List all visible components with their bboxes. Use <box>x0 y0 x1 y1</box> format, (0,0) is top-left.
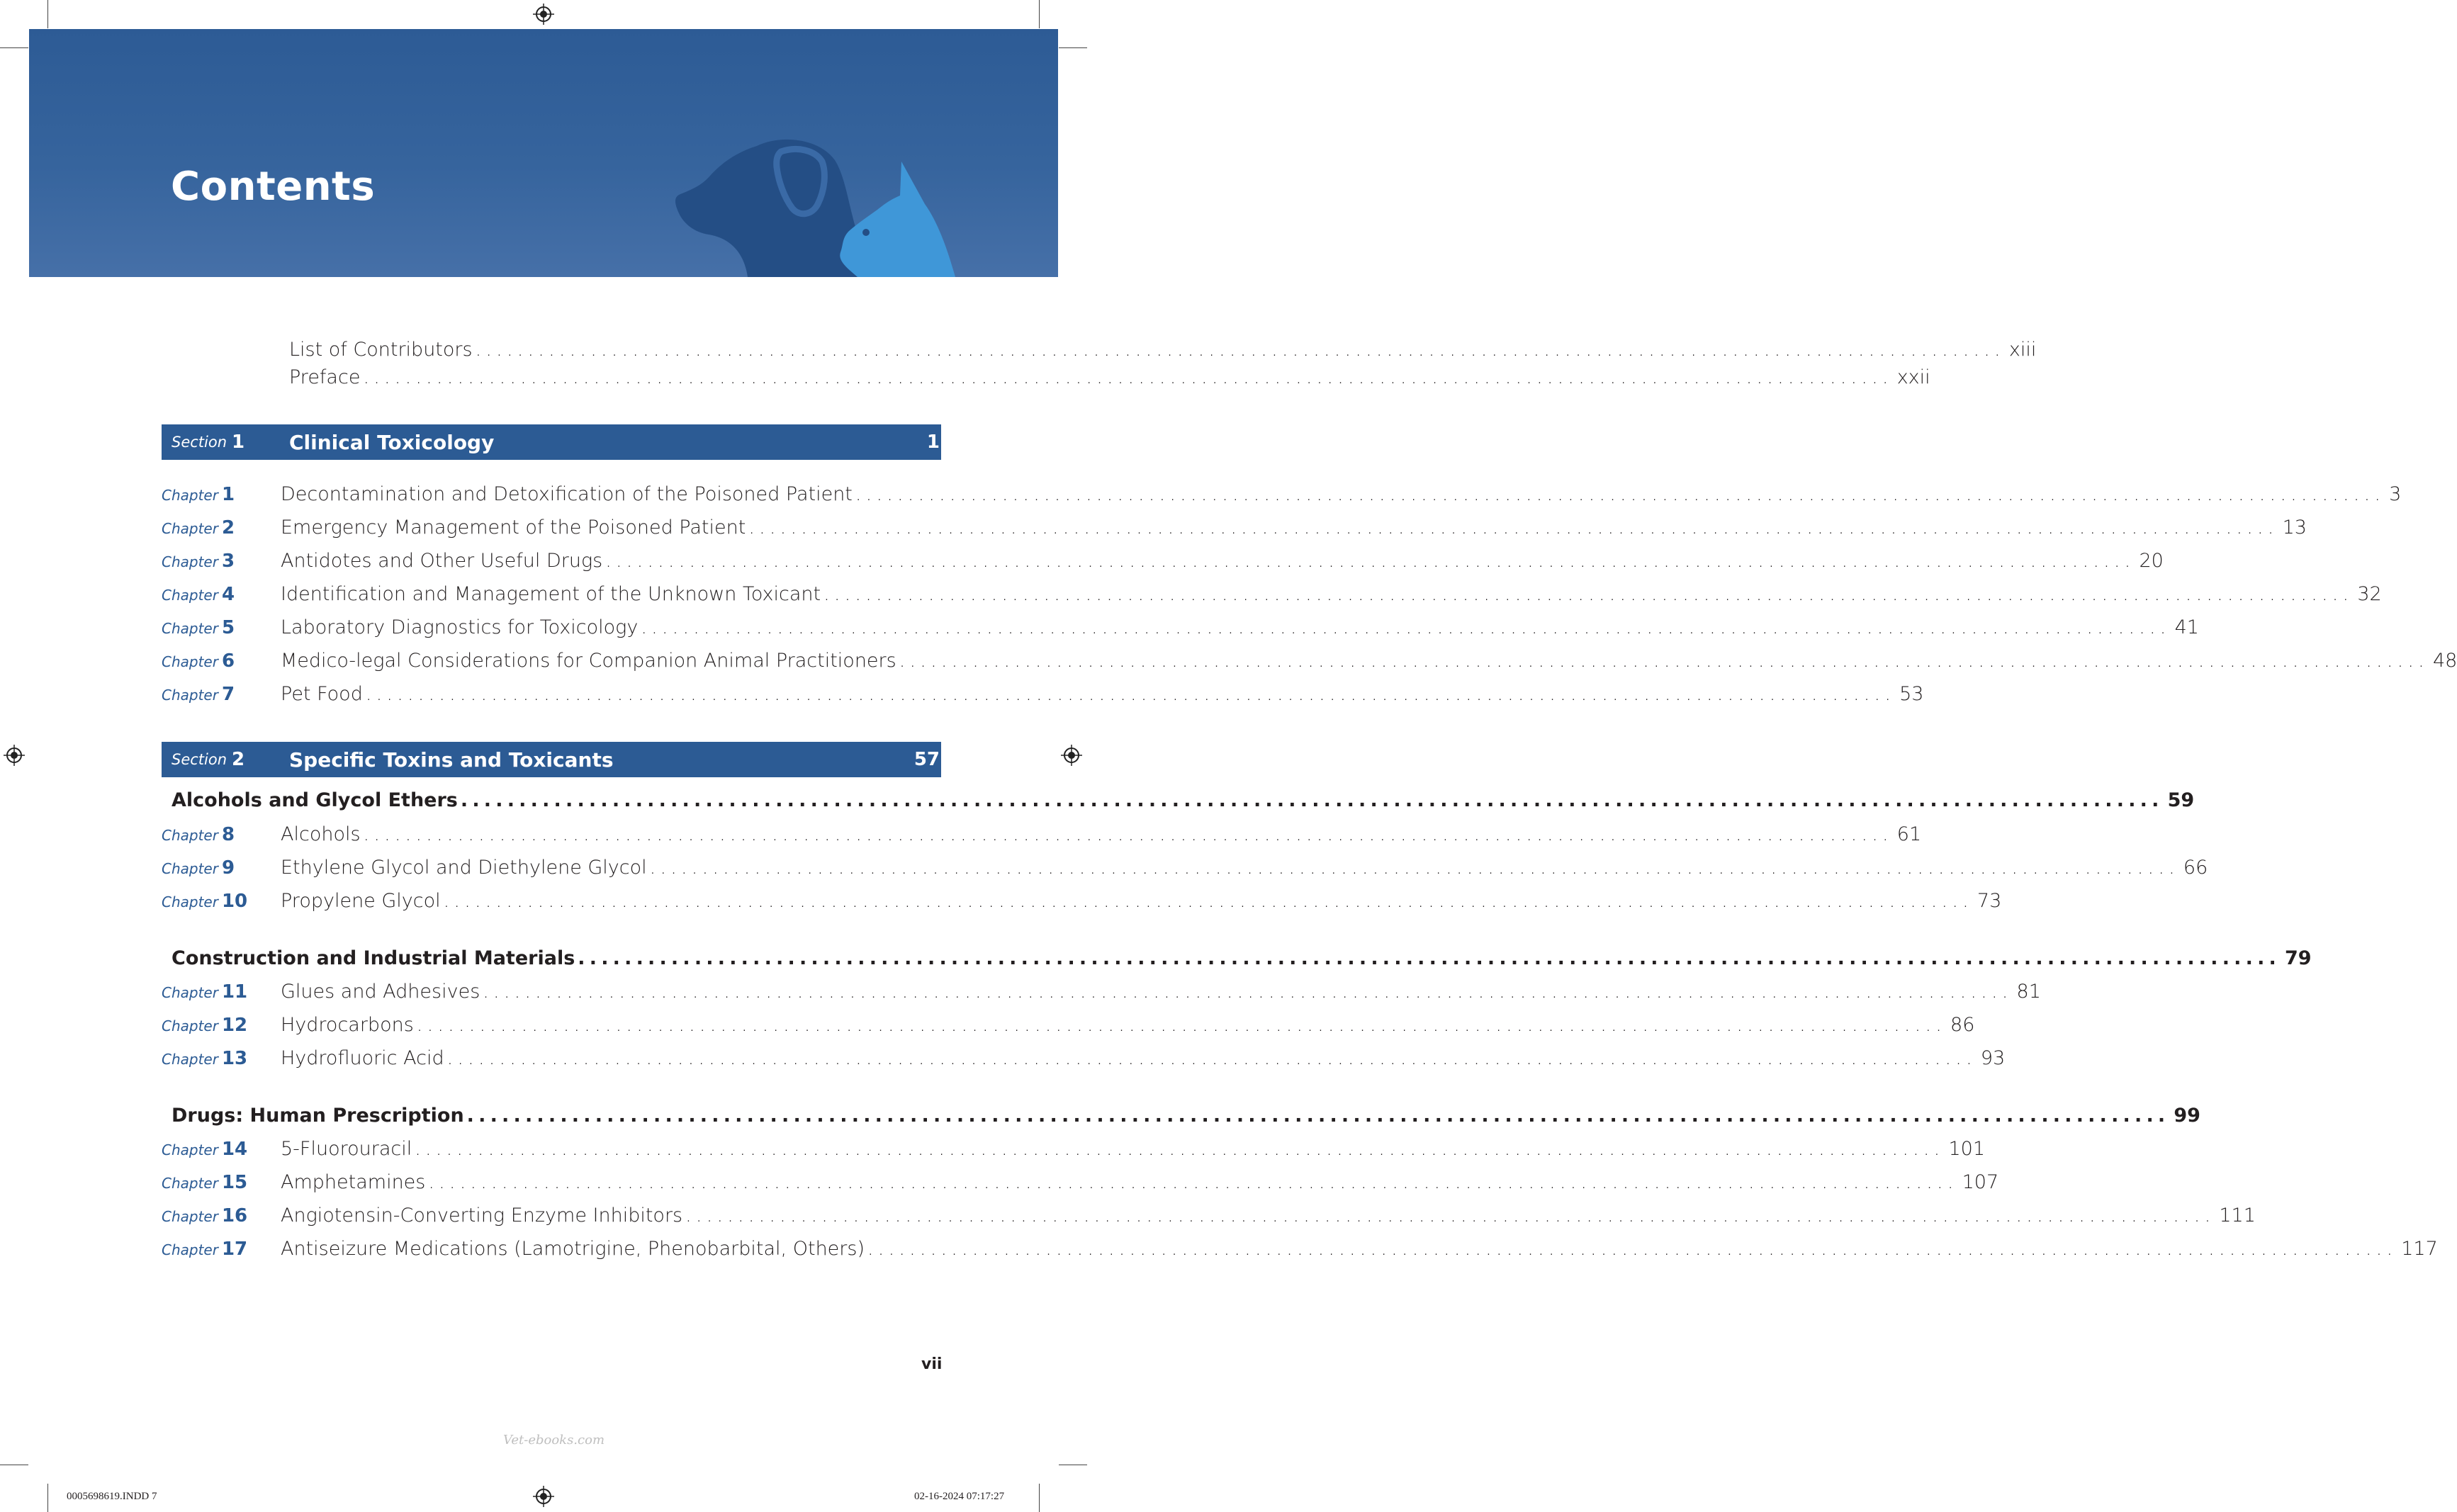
toc-chapter-row[interactable]: Chapter 8 Alcohols .................................................................................................................................................. 61 <box>162 823 1922 845</box>
entry-title: Medico-legal Considerations for Companion Animal Practitioners <box>281 650 896 672</box>
toc-chapter-row[interactable]: Chapter 12 Hydrocarbons .................................................................................................................................................. 86 <box>162 1014 1975 1036</box>
entry-page: 93 <box>1980 1047 2006 1069</box>
entry-page: 61 <box>1896 823 1922 845</box>
toc-entry-preface[interactable]: Preface .................................................................................................................................................. xxii <box>289 366 1930 388</box>
entry-page: 79 <box>2284 947 2312 969</box>
toc-chapter-row[interactable]: Chapter 13 Hydrofluoric Acid .................................................................................................................................................. 93 <box>162 1047 2006 1069</box>
entry-page: 59 <box>2167 789 2195 811</box>
toc-chapter-row[interactable]: Chapter 14 5-Fluorouracil .................................................................................................................................................. 101 <box>162 1138 1986 1160</box>
slug-file-info: 0005698619.INDD 7 <box>67 1491 157 1502</box>
toc-chapter-row[interactable]: Chapter 5 Laboratory Diagnostics for Toxicology .................................................................................................................................................. 41 <box>162 616 2199 638</box>
entry-title: Alcohols <box>281 823 361 845</box>
registration-mark-icon <box>533 1486 554 1507</box>
entry-title: Drugs: Human Prescription <box>172 1105 464 1127</box>
entry-page: 13 <box>2282 517 2307 538</box>
entry-title: Pet Food <box>281 683 363 705</box>
crop-mark <box>1039 0 1040 28</box>
toc-chapter-row[interactable]: Chapter 2 Emergency Management of the Poisoned Patient .................................................................................................................................................. 13 <box>162 517 2307 538</box>
section-title: Clinical Toxicology <box>289 430 495 454</box>
entry-title: Preface <box>289 366 361 388</box>
crop-mark <box>1039 1484 1040 1512</box>
toc-chapter-row[interactable]: Chapter 9 Ethylene Glycol and Diethylene Glycol .................................................................................................................................................. 66 <box>162 857 2208 879</box>
entry-page: 111 <box>2219 1204 2256 1226</box>
toc-chapter-row[interactable]: Chapter 17 Antiseizure Medications (Lamotrigine, Phenobarbital, Others) .................................................................................................................................................. 117 <box>162 1238 2438 1260</box>
crop-mark <box>47 1484 48 1512</box>
section-2-header[interactable]: Section 2 Specific Toxins and Toxicants 57 <box>162 742 941 777</box>
crop-mark <box>1059 47 1087 48</box>
entry-title: Hydrofluoric Acid <box>281 1047 444 1069</box>
toc-chapter-row[interactable]: Chapter 15 Amphetamines .................................................................................................................................................. 107 <box>162 1171 1999 1193</box>
entry-title: Hydrocarbons <box>281 1014 414 1036</box>
entry-title: Amphetamines <box>281 1171 426 1193</box>
watermark: Vet-ebooks.com <box>503 1433 605 1448</box>
toc-chapter-row[interactable]: Chapter 11 Glues and Adhesives .................................................................................................................................................. 81 <box>162 981 2041 1003</box>
registration-mark-icon <box>4 745 25 766</box>
entry-page: 99 <box>2174 1105 2200 1127</box>
entry-page: 107 <box>1962 1171 1999 1193</box>
toc-chapter-row[interactable]: Chapter 16 Angiotensin-Converting Enzyme Inhibitors .................................................................................................................................................. 111 <box>162 1204 2256 1226</box>
entry-title: 5-Fluorouracil <box>281 1138 412 1160</box>
entry-page: 117 <box>2401 1238 2438 1260</box>
entry-title: Glues and Adhesives <box>281 981 480 1003</box>
entry-title: Laboratory Diagnostics for Toxicology <box>281 616 639 638</box>
section-1-header[interactable]: Section 1 Clinical Toxicology 1 <box>162 424 941 460</box>
registration-mark-icon <box>533 4 554 25</box>
dog-and-cat-silhouette-icon <box>673 139 971 277</box>
toc-group-heading[interactable]: Drugs: Human Prescription .................................................................................................................................................. 99 <box>172 1105 2200 1127</box>
entry-page: 73 <box>1977 890 2002 912</box>
entry-page: 81 <box>2016 981 2041 1003</box>
entry-page: 41 <box>2174 616 2199 638</box>
entry-title: Identification and Management of the Unknown Toxicant <box>281 583 821 605</box>
crop-mark <box>0 47 28 48</box>
page-number: vii <box>921 1355 943 1373</box>
entry-title: Angiotensin-Converting Enzyme Inhibitors <box>281 1204 683 1226</box>
entry-title: Emergency Management of the Poisoned Patient <box>281 517 746 538</box>
crop-mark <box>47 0 48 28</box>
toc-chapter-row[interactable]: Chapter 10 Propylene Glycol .................................................................................................................................................. 73 <box>162 890 2002 912</box>
entry-page: xiii <box>2008 339 2037 361</box>
toc-group-heading[interactable]: Construction and Industrial Materials .................................................................................................................................................. 79 <box>172 947 2312 969</box>
entry-title: Construction and Industrial Materials <box>172 947 575 969</box>
entry-title: List of Contributors <box>289 339 473 361</box>
entry-page: 48 <box>2432 650 2457 672</box>
section-page: 1 <box>926 431 940 453</box>
header-banner <box>29 29 1058 277</box>
entry-title: Decontamination and Detoxification of the Poisoned Patient <box>281 483 853 505</box>
entry-title: Ethylene Glycol and Diethylene Glycol <box>281 857 647 879</box>
page-title: Contents <box>171 164 376 210</box>
entry-page: 101 <box>1948 1138 1986 1160</box>
toc-chapter-row[interactable]: Chapter 4 Identification and Management of the Unknown Toxicant .................................................................................................................................................. 32 <box>162 583 2382 605</box>
section-page: 57 <box>913 749 940 770</box>
entry-page: 20 <box>2139 550 2164 572</box>
toc-group-heading[interactable]: Alcohols and Glycol Ethers .................................................................................................................................................. 59 <box>172 789 2195 811</box>
entry-page: 53 <box>1899 683 1924 705</box>
entry-title: Alcohols and Glycol Ethers <box>172 789 458 811</box>
toc-chapter-row[interactable]: Chapter 1 Decontamination and Detoxification of the Poisoned Patient .................................................................................................................................................. 3 <box>162 483 2402 505</box>
entry-page: xxii <box>1896 366 1930 388</box>
toc-chapter-row[interactable]: Chapter 3 Antidotes and Other Useful Drugs .................................................................................................................................................. 20 <box>162 550 2164 572</box>
entry-title: Antiseizure Medications (Lamotrigine, Phenobarbital, Others) <box>281 1238 865 1260</box>
entry-page: 66 <box>2183 857 2208 879</box>
toc-chapter-row[interactable]: Chapter 7 Pet Food .................................................................................................................................................. 53 <box>162 683 1924 705</box>
toc-chapter-row[interactable]: Chapter 6 Medico-legal Considerations for Companion Animal Practitioners .................................................................................................................................................. 48 <box>162 650 2457 672</box>
entry-title: Antidotes and Other Useful Drugs <box>281 550 603 572</box>
registration-mark-icon <box>1061 745 1082 766</box>
entry-page: 32 <box>2357 583 2382 605</box>
section-title: Specific Toxins and Toxicants <box>289 747 614 772</box>
slug-timestamp: 02-16-2024 07:17:27 <box>914 1491 1005 1502</box>
entry-title: Propylene Glycol <box>281 890 441 912</box>
entry-page: 86 <box>1950 1014 1975 1036</box>
toc-entry-contributors[interactable]: List of Contributors .................................................................................................................................................. xiii <box>289 339 2037 361</box>
entry-page: 3 <box>2389 483 2402 505</box>
